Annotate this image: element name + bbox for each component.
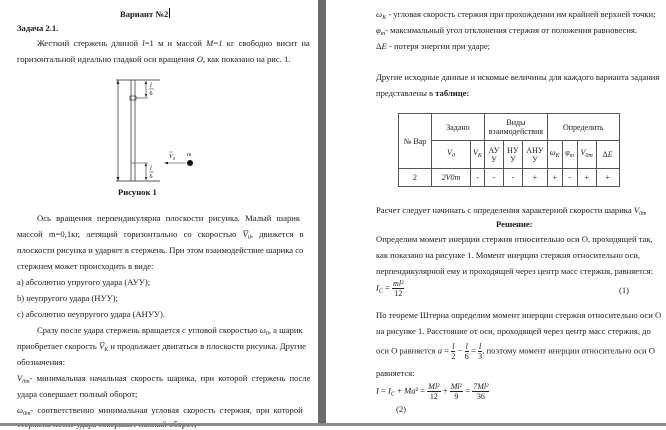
th-anuu: АНУ У	[522, 141, 547, 169]
cell-wk: +	[547, 169, 562, 187]
cell-anuu: +	[522, 169, 547, 187]
para3-line2: приобретает скорость $V̅_K$ и продолжает двигаться в плоскости рисунка. Другие	[17, 341, 307, 353]
steiner-line3b: , поэтому момент инерции относительно оси O	[482, 345, 656, 356]
intro-table-bold: таблице:	[435, 88, 470, 98]
sol-line2: как показано на рисунке 1. Момент инерции стержня относительно оси,	[376, 250, 641, 260]
para1-line1: Жесткий стержень длиной l=1 м и массой M=1 кг свободно висит на	[37, 38, 310, 48]
intro-line2a: представлены в	[376, 88, 436, 98]
para3-line2a: приобретает скорость	[17, 341, 97, 351]
text-cursor	[169, 8, 170, 18]
calc-note-text: Расчет следует начинать с определения характерной скорости шарика	[376, 205, 632, 215]
eq2-number: (2)	[396, 404, 407, 414]
para2-line2a: массой m=0,1кг, летящий горизонтально со скоростью	[17, 229, 237, 239]
def-wk: $\omega_K$ - угловая скорость стержня при прохождении им крайней верхней точки;	[376, 9, 656, 21]
cell-v0: 2V0m	[432, 169, 471, 187]
document-page-left	[0, 0, 318, 423]
steiner-line1: По теореме Штерна определим момент инерции стержня относительно оси O	[376, 310, 662, 320]
th-given: Задано	[432, 114, 485, 141]
th-types-1: Виды	[506, 118, 526, 127]
solution-heading: Решение:	[496, 219, 533, 229]
def-de: ΔE - потеря энергии при ударе;	[376, 41, 491, 51]
def-de-text: - потеря энергии при ударе;	[388, 41, 491, 51]
solution-section	[326, 190, 666, 423]
rod-figure	[100, 74, 230, 189]
list-item-b: b) неупругого удара (НУУ);	[17, 293, 118, 303]
para3-line3: обозначения:	[17, 357, 66, 367]
def-phim: $\varphi_m-$ максимальный угол отклонения стержня от положения равновесия.	[376, 25, 638, 37]
steiner-line3a: оси O равняется	[376, 345, 436, 356]
sol-line3: перпендикулярной ему и проходящей через центр масс стержня, равняется:	[376, 266, 653, 276]
steiner-line2: на рисунке 1. Расстояние от оси, проходящей через центр масс стержня, до	[376, 326, 651, 336]
intro-line2	[376, 88, 469, 99]
th-types-2: взаимодействия	[488, 127, 544, 136]
variant-title	[120, 8, 170, 20]
cell-auu: -	[484, 169, 503, 187]
th-nuu: НУ У	[503, 141, 522, 169]
variant-title-text: Вариант №2	[120, 9, 169, 19]
svg-text:6: 6	[149, 174, 153, 180]
task-heading: Задача 2.1.	[17, 23, 59, 33]
svg-text:0: 0	[173, 156, 175, 161]
th-v0: $V_0$	[432, 141, 471, 169]
eq1-number: (1)	[619, 285, 630, 295]
sol-line1: Определим момент инерции стержня относительно оси O, проходящей так,	[376, 234, 653, 244]
equation-1: $I_C$ = $\frac{\text{ml²}}{12}$	[376, 279, 404, 298]
def-phim-text: - максимальный угол отклонения стержня от положения равновесия.	[385, 25, 638, 35]
para2-line2: массой m=0,1кг, летящий горизонтально со скоростью $V̅_0$, движется в	[17, 229, 304, 241]
th-auu: АУ У	[484, 141, 503, 169]
cell-de: +	[596, 169, 619, 187]
para3-line1: Сразу после удара стержень вращается с угловой скоростью $\omega_0$, а шарик	[37, 325, 303, 337]
svg-text:m: m	[187, 152, 192, 158]
steiner-line4: равняется:	[376, 368, 415, 378]
def-v0m: $V_{0m}-$ минимальная начальная скорость шарика, при которой стержень после	[17, 373, 311, 385]
th-find: Определить	[547, 114, 619, 141]
def-w0m: $\omega_{0m}-$ соответственно минимальная угловая скорость стержня, при которой	[17, 405, 303, 417]
bottom-edge	[0, 423, 666, 426]
steiner-line3: оси O равняется a = $\frac{l}{2}$ − $\frac{l}{6}$ = $\frac{l}{3}$ , поэтому момент инерции относительно оси O	[376, 342, 656, 361]
th-v0m: $V_{0m}$	[577, 141, 596, 169]
para3-line1b: , а шарик	[268, 325, 303, 335]
cell-phim: -	[562, 169, 577, 187]
th-wk: $\omega_K$	[547, 141, 562, 169]
para2-line4: стержнем может происходить в виде:	[17, 261, 154, 271]
list-item-c: c) абсолютно неупругого удара (АНУУ).	[17, 309, 165, 319]
cell-v0m: +	[577, 169, 596, 187]
page-separator	[318, 0, 326, 426]
def-v0m-a: - минимальная начальная скорость шарика, при которой стержень после	[29, 373, 311, 383]
th-types	[484, 114, 547, 141]
para1-line2: горизонтальной идеально гладкой оси вращения O, как показано на рис. 1.	[17, 54, 291, 64]
intro-line1: Другие исходные данные и искомые величины для каждого варианта задания	[376, 72, 660, 82]
th-phim: $\varphi_m$	[562, 141, 577, 169]
def-wk-text: - угловая скорость стержня при прохождении им крайней верхней точки;	[388, 9, 656, 19]
figure-caption: Рисунок 1	[118, 187, 157, 197]
para3-line1a: Сразу после удара стержень вращается с угловой скоростью	[37, 325, 258, 335]
para2-line2b: , движется в	[250, 229, 304, 239]
equation-2: $I = I_C + Ma^2$ = $\frac{\text{Ml²}}{12}$ + $\frac{\text{Ml²}}{9}$ = $\frac{\text{7Ml²}}{36}$	[376, 382, 489, 401]
th-variant: № Вар	[399, 114, 432, 169]
para2-line3: плоскости рисунка и ударяет в стержень. При этом взаимодействие шарика со	[17, 245, 304, 255]
calc-note: Расчет следует начинать с определения характерной скорости шарика $V_{0m}$	[376, 205, 647, 217]
cell-nuu: -	[503, 169, 522, 187]
th-de: ΔE	[596, 141, 619, 169]
table-row	[399, 169, 620, 187]
list-item-a: a) абсолютно упругого удара (АУУ);	[17, 277, 151, 287]
def-w0m-a: - соответственно минимальная угловая скорость стержня, при которой	[30, 405, 303, 415]
svg-text:l: l	[150, 83, 152, 89]
cell-vk: -	[471, 169, 485, 187]
svg-text:V: V	[169, 154, 173, 160]
svg-text:l: l	[150, 166, 152, 172]
parameters-table	[398, 113, 620, 187]
para3-line2b: и продолжает двигаться в плоскости рисунка. Другие	[110, 341, 307, 351]
th-vk: $V_K$	[471, 141, 485, 169]
para2-line1: Ось вращения перпендикулярна плоскости рисунка. Малый шарик	[37, 213, 301, 223]
svg-text:6: 6	[149, 91, 153, 97]
def-v0m-cont: удара совершает полный оборот;	[17, 389, 138, 399]
cell-var: 2	[399, 169, 432, 187]
